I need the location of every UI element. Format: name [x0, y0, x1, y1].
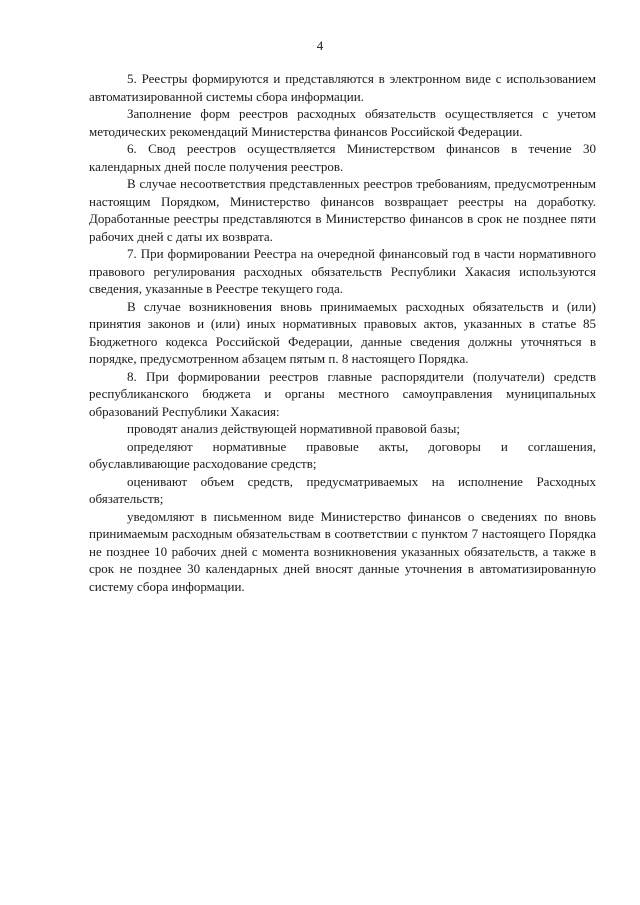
- paragraph-item-5: 5. Реестры формируются и представляются в электронном виде с использованием автоматизированной системы сбора информации.: [89, 71, 596, 104]
- document-body: [89, 70, 596, 595]
- paragraph-estimate-volume: оценивают объем средств, предусматриваемых на исполнение Расходных обязательств;: [89, 473, 596, 506]
- paragraph-mismatch-return: В случае несоответствия представленных реестров требованиям, предусмотренным настоящим Порядком, Министерство финансов возвращает реестры на доработку. Доработанные реестры представляются в Министерство финансов в срок не позднее пяти рабочих дней с даты их возврата.: [89, 176, 596, 244]
- paragraph-notify: уведомляют в письменном виде Министерство финансов о сведениях по вновь принимаемым расходным обязательствам в соответствии с пунктом 7 настоящего Порядка не позднее 10 рабочих дней с момента возникновения указанных обязательств, а также в срок не позднее 30 календарных дней вносят данные уточнения в автоматизированную систему сбора информации.: [89, 508, 596, 594]
- paragraph-forms-filling: Заполнение форм реестров расходных обязательств осуществляется с учетом методических рекомендаций Министерства финансов Российской Федерации.: [89, 106, 596, 139]
- paragraph-define-acts: определяют нормативные правовые акты, договоры и соглашения, обуславливающие расходование средств;: [89, 438, 596, 471]
- paragraph-item-8: 8. При формировании реестров главные распорядители (получатели) средств республиканского бюджета и органы местного самоуправления муниципальных образований Республики Хакасия:: [89, 368, 596, 419]
- paragraph-analysis: проводят анализ действующей нормативной правовой базы;: [127, 421, 460, 436]
- page-number: 4: [316, 38, 324, 53]
- paragraph-item-6: 6. Свод реестров осуществляется Министерством финансов в течение 30 календарных дней после получения реестров.: [89, 141, 596, 174]
- paragraph-item-7: 7. При формировании Реестра на очередной финансовый год в части нормативного правового регулирования расходных обязательств Республики Хакасия используются сведения, указанные в Реестре текущего года.: [89, 246, 596, 296]
- paragraph-new-obligations: В случае возникновения вновь принимаемых расходных обязательств и (или) принятия законов и (или) иных нормативных правовых актов, указанных в статье 85 Бюджетного кодекса Российской Федерации, данные сведения должны уточняться в порядке, предусмотренном абзацем пятым п. 8 настоящего Порядка.: [89, 298, 596, 366]
